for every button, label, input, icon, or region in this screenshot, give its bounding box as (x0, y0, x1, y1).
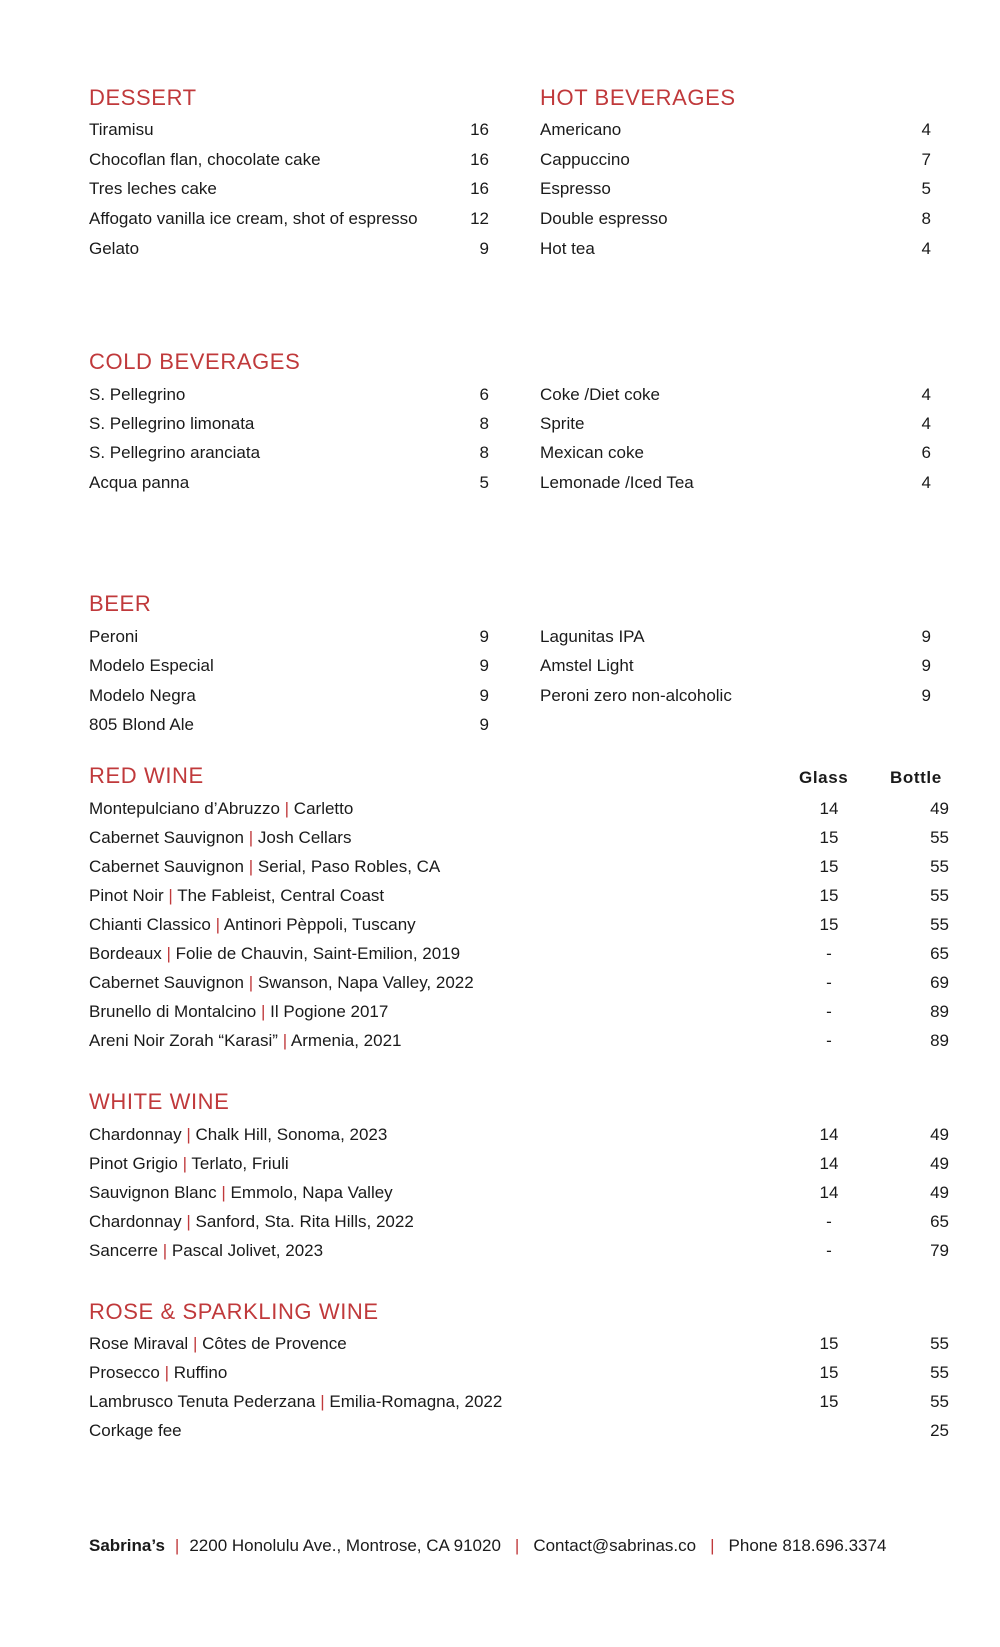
wine-name-cell (89, 1329, 347, 1358)
wine-name-cell (89, 1178, 393, 1207)
wine-row (89, 1178, 949, 1207)
beer-heading: BEER (89, 591, 152, 616)
item-name: Modelo Especial (89, 656, 214, 675)
item-price: 12 (470, 209, 489, 228)
item-price: 16 (470, 179, 489, 198)
footer-separator: | (174, 1536, 180, 1555)
item-name: 805 Blond Ale (89, 715, 194, 734)
glass-price: - (826, 1241, 832, 1260)
white-wine-heading: WHITE WINE (89, 1089, 230, 1114)
item-price: 9 (479, 715, 489, 734)
bottle-price: 55 (930, 857, 949, 876)
item-name: Chocoflan flan, chocolate cake (89, 150, 321, 169)
wine-row (89, 1026, 949, 1055)
separator: | (248, 857, 254, 876)
list-item (89, 380, 489, 409)
list-item (540, 234, 931, 263)
item-price: 8 (479, 414, 489, 433)
wine-name: Chardonnay (89, 1125, 182, 1144)
item-price: 6 (479, 385, 489, 404)
wine-name: Cabernet Sauvignon (89, 857, 245, 876)
glass-price: 14 (819, 1125, 839, 1144)
separator: | (282, 1031, 288, 1050)
item-name: Lagunitas IPA (540, 627, 645, 646)
wine-name-cell (89, 852, 440, 881)
bottle-price: 69 (930, 973, 949, 992)
wine-producer: Armenia, 2021 (290, 1031, 402, 1050)
wine-producer: Josh Cellars (257, 828, 352, 847)
item-name: S. Pellegrino limonata (89, 414, 255, 433)
wine-row (89, 1329, 949, 1358)
wine-producer: Côtes de Provence (202, 1334, 347, 1353)
glass-price: - (826, 944, 832, 963)
list-item (540, 145, 931, 174)
wine-producer: Il Pogione 2017 (270, 1002, 389, 1021)
list-item (89, 622, 489, 651)
footer (89, 1536, 939, 1556)
glass-price: 15 (819, 857, 839, 876)
wine-name-cell (89, 1236, 323, 1265)
wine-row (89, 1236, 949, 1265)
wine-name-cell (89, 1149, 289, 1178)
dessert-heading: DESSERT (89, 85, 197, 110)
footer-address: 2200 Honolulu Ave., Montrose, CA 91020 (189, 1536, 501, 1555)
wine-producer: Ruffino (173, 1363, 228, 1382)
item-price: 8 (479, 443, 489, 462)
separator: | (164, 1363, 170, 1382)
wine-name-cell (89, 1358, 227, 1387)
item-price: 4 (921, 473, 931, 492)
item-name: Modelo Negra (89, 686, 196, 705)
list-item (89, 468, 489, 497)
item-price: 4 (921, 120, 931, 139)
item-name: S. Pellegrino (89, 385, 186, 404)
wine-name: Cabernet Sauvignon (89, 973, 245, 992)
item-price: 9 (479, 627, 489, 646)
red-wine-heading: RED WINE (89, 763, 204, 788)
wine-name-cell (89, 939, 460, 968)
wine-name: Rose Miraval (89, 1334, 189, 1353)
separator: | (248, 828, 254, 847)
separator: | (162, 1241, 168, 1260)
wine-row (89, 910, 949, 939)
item-price: 16 (470, 120, 489, 139)
wine-row (89, 1387, 949, 1416)
list-item (540, 204, 931, 233)
footer-contact[interactable]: Contact@sabrinas.co (533, 1536, 697, 1555)
item-price: 9 (479, 686, 489, 705)
wine-row (89, 1120, 949, 1149)
wine-name-cell (89, 1387, 502, 1416)
footer-separator: | (710, 1536, 715, 1555)
wine-producer: Carletto (293, 799, 354, 818)
rose-sparkling-heading: ROSE & SPARKLING WINE (89, 1299, 379, 1324)
item-name: Lemonade /Iced Tea (540, 473, 694, 492)
wine-producer: Emilia-Romagna, 2022 (329, 1392, 503, 1411)
separator: | (248, 973, 254, 992)
list-item (540, 174, 931, 203)
glass-price: 15 (819, 915, 839, 934)
wine-row (89, 968, 949, 997)
glass-price: 14 (819, 1183, 839, 1202)
item-price: 4 (921, 414, 931, 433)
item-price: 8 (921, 209, 931, 228)
bottle-price: 55 (930, 1334, 949, 1353)
glass-price: - (826, 1031, 832, 1050)
list-item (89, 234, 489, 263)
bottle-price: 55 (930, 1363, 949, 1382)
footer-brand: Sabrina’s (89, 1536, 165, 1555)
glass-price: 15 (819, 1392, 839, 1411)
wine-name-cell (89, 881, 384, 910)
wine-row (89, 939, 949, 968)
hot-beverages-heading: HOT BEVERAGES (540, 85, 736, 110)
item-name: Peroni (89, 627, 139, 646)
item-name: Mexican coke (540, 443, 644, 462)
footer-separator: | (514, 1536, 520, 1555)
wine-name: Chardonnay (89, 1212, 182, 1231)
wine-producer: Antinori Pèppoli, Tuscany (223, 915, 416, 934)
wine-name-cell (89, 910, 416, 939)
list-item (89, 204, 489, 233)
separator: | (284, 799, 290, 818)
item-price: 5 (479, 473, 489, 492)
item-name: S. Pellegrino aranciata (89, 443, 261, 462)
separator: | (320, 1392, 325, 1411)
wine-row (89, 881, 949, 910)
item-price: 9 (921, 656, 931, 675)
item-name: Double espresso (540, 209, 668, 228)
glass-price: 15 (819, 886, 839, 905)
item-name: Acqua panna (89, 473, 190, 492)
separator: | (221, 1183, 226, 1202)
separator: | (166, 944, 171, 963)
bottle-price: 49 (930, 1154, 949, 1173)
glass-price: 14 (819, 799, 839, 818)
list-item (89, 710, 489, 739)
list-item (540, 622, 931, 651)
bottle-price: 89 (930, 1031, 949, 1050)
glass-price: 15 (819, 1363, 839, 1382)
item-name: Peroni zero non-alcoholic (540, 686, 732, 705)
wine-name-cell (89, 997, 388, 1026)
item-price: 9 (479, 656, 489, 675)
item-price: 16 (470, 150, 489, 169)
separator: | (215, 915, 221, 934)
wine-name: Cabernet Sauvignon (89, 828, 245, 847)
bottle-price: 49 (930, 1183, 949, 1202)
corkage-price: 25 (930, 1421, 949, 1440)
glass-price: 15 (819, 828, 839, 847)
item-name: Hot tea (540, 239, 595, 258)
list-item (540, 409, 931, 438)
bottle-price: 49 (930, 1125, 949, 1144)
bottle-price: 65 (930, 1212, 949, 1231)
separator: | (168, 886, 173, 905)
separator: | (182, 1154, 187, 1173)
wine-producer: Pascal Jolivet, 2023 (171, 1241, 324, 1260)
item-name: Amstel Light (540, 656, 634, 675)
wine-name: Chianti Classico (89, 915, 211, 934)
wine-row (89, 1358, 949, 1387)
wine-producer: Emmolo, Napa Valley (230, 1183, 393, 1202)
corkage-row (89, 1416, 949, 1445)
list-item (540, 468, 931, 497)
list-item (540, 115, 931, 144)
item-name: Affogato vanilla ice cream, shot of espresso (89, 209, 418, 228)
wine-producer: The Fableist, Central Coast (177, 886, 385, 905)
item-price: 4 (921, 385, 931, 404)
corkage-label: Corkage fee (89, 1421, 182, 1440)
list-item (540, 438, 931, 467)
wine-row (89, 997, 949, 1026)
bottle-price: 89 (930, 1002, 949, 1021)
wine-producer: Serial, Paso Robles, CA (257, 857, 441, 876)
separator: | (261, 1002, 266, 1021)
footer-phone[interactable]: Phone 818.696.3374 (728, 1536, 887, 1555)
item-price: 5 (921, 179, 931, 198)
item-price: 9 (921, 627, 931, 646)
list-item (89, 438, 489, 467)
list-item (89, 409, 489, 438)
wine-name: Areni Noir Zorah “Karasi” (89, 1031, 278, 1050)
list-item (89, 651, 489, 680)
glass-column-header: Glass (799, 768, 849, 787)
list-item (89, 145, 489, 174)
wine-name: Prosecco (89, 1363, 160, 1382)
item-name: Espresso (540, 179, 611, 198)
cold-beverages-heading: COLD BEVERAGES (89, 349, 301, 374)
wine-name: Pinot Grigio (89, 1154, 178, 1173)
glass-price: 15 (819, 1334, 839, 1353)
item-price: 6 (921, 443, 931, 462)
list-item (540, 681, 931, 710)
item-price: 7 (921, 150, 931, 169)
item-name: Sprite (540, 414, 585, 433)
glass-price: - (826, 973, 832, 992)
item-name: Tiramisu (89, 120, 154, 139)
wine-name-cell (89, 1026, 401, 1055)
list-item (540, 651, 931, 680)
bottle-price: 49 (930, 799, 949, 818)
wine-row (89, 1149, 949, 1178)
glass-price: - (826, 1002, 832, 1021)
bottle-price: 55 (930, 886, 949, 905)
wine-producer: Chalk Hill, Sonoma, 2023 (195, 1125, 388, 1144)
wine-row (89, 1207, 949, 1236)
wine-name-cell (89, 823, 351, 852)
list-item (540, 380, 931, 409)
bottle-price: 55 (930, 828, 949, 847)
wine-name: Lambrusco Tenuta Pederzana (89, 1392, 316, 1411)
wine-name: Brunello di Montalcino (89, 1002, 257, 1021)
item-name: Gelato (89, 239, 140, 258)
wine-name-cell (89, 1207, 414, 1236)
item-price: 9 (479, 239, 489, 258)
wine-name: Bordeaux (89, 944, 162, 963)
wine-name: Sauvignon Blanc (89, 1183, 217, 1202)
item-price: 4 (921, 239, 931, 258)
glass-price: 14 (819, 1154, 839, 1173)
bottle-price: 55 (930, 1392, 949, 1411)
wine-row (89, 852, 949, 881)
separator: | (192, 1334, 198, 1353)
wine-producer: Terlato, Friuli (191, 1154, 289, 1173)
wine-name: Sancerre (89, 1241, 158, 1260)
list-item (89, 681, 489, 710)
wine-name: Montepulciano d’Abruzzo (89, 799, 280, 818)
bottle-price: 79 (930, 1241, 949, 1260)
item-name: Coke /Diet coke (540, 385, 660, 404)
separator: | (186, 1125, 191, 1144)
glass-price: - (826, 1212, 832, 1231)
item-name: Tres leches cake (89, 179, 217, 198)
wine-name-cell (89, 968, 474, 997)
list-item (89, 174, 489, 203)
bottle-price: 65 (930, 944, 949, 963)
item-name: Americano (540, 120, 622, 139)
separator: | (186, 1212, 191, 1231)
bottle-column-header: Bottle (890, 768, 942, 787)
list-item (89, 115, 489, 144)
wine-producer: Folie de Chauvin, Saint-Emilion, 2019 (175, 944, 461, 963)
wine-name: Pinot Noir (89, 886, 164, 905)
wine-producer: Swanson, Napa Valley, 2022 (257, 973, 474, 992)
wine-row (89, 794, 949, 823)
wine-name-cell (89, 794, 353, 823)
item-name: Cappuccino (540, 150, 630, 169)
wine-producer: Sanford, Sta. Rita Hills, 2022 (195, 1212, 414, 1231)
wine-row (89, 823, 949, 852)
item-price: 9 (921, 686, 931, 705)
bottle-price: 55 (930, 915, 949, 934)
wine-name-cell (89, 1120, 387, 1149)
